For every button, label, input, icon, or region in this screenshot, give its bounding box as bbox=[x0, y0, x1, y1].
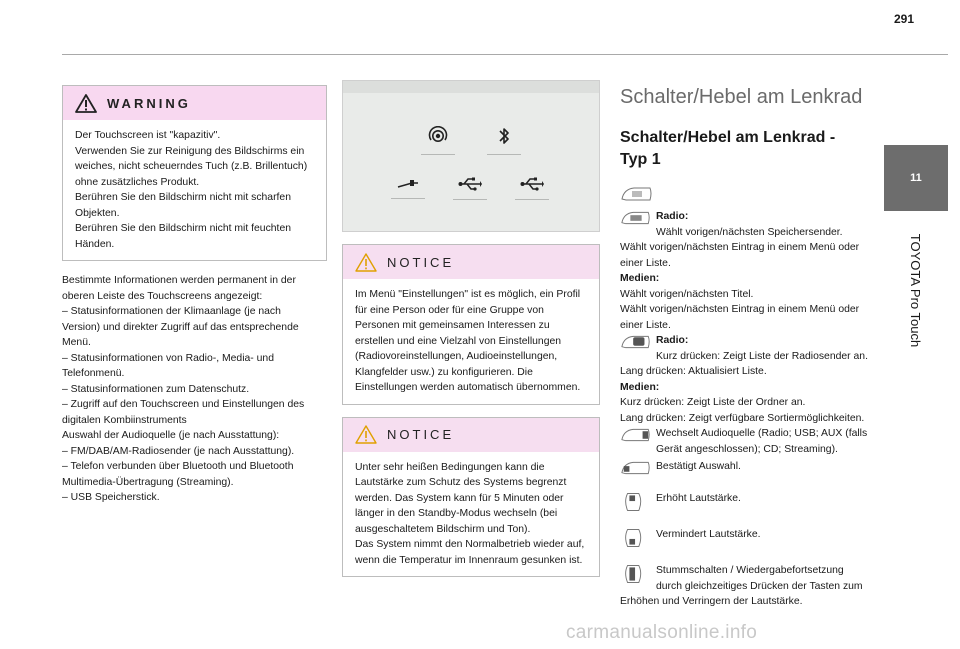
entry-text: Erhöht Lautstärke. bbox=[656, 493, 741, 504]
text-line: – USB Speicherstick. bbox=[62, 492, 160, 503]
text-line: – FM/DAB/AM-Radiosender (je nach Ausstattung). bbox=[62, 445, 295, 457]
notice-line: Personen mit gemeinsamen Interessen zu bbox=[355, 320, 550, 331]
steering-press-icon bbox=[620, 333, 652, 351]
text-line: – Statusinformationen von Radio-, Media- und bbox=[62, 352, 274, 364]
text-line: digitalen Kombiinstruments bbox=[62, 414, 187, 426]
notice-header bbox=[343, 418, 599, 452]
text-line: Menü. bbox=[62, 337, 91, 348]
screen-top-bar bbox=[343, 81, 599, 93]
entry-text: Bestätigt Auswahl. bbox=[656, 461, 741, 472]
warning-line: weiches, nicht scheuerndes Tuch (z.B. Brillentuch) bbox=[75, 161, 308, 172]
screen-icon-row-1 bbox=[421, 125, 521, 155]
steering-volume-down-icon bbox=[620, 527, 652, 549]
entry-text: Kurz drücken: Zeigt Liste der Radiosender an. bbox=[656, 350, 868, 362]
entry-text: Wählt vorigen/nächsten Speichersender. bbox=[656, 226, 843, 238]
notice-line: wenn die Temperatur im Innenraum gesunken ist. bbox=[355, 554, 583, 566]
entry-text: einer Liste. bbox=[620, 319, 671, 331]
warning-line: Verwenden Sie zur Reinigung des Bildschirms ein bbox=[75, 145, 305, 157]
subheading-line: Schalter/Hebel am Lenkrad - bbox=[620, 129, 836, 146]
entry-label: Radio: bbox=[656, 335, 689, 346]
notice-box-profiles bbox=[342, 244, 600, 405]
steering-entry-mute bbox=[620, 563, 875, 610]
top-bar-info-text bbox=[62, 273, 327, 506]
entry-text: Kurz drücken: Zeigt Liste der Ordner an. bbox=[620, 397, 806, 408]
entry-label: Medien: bbox=[620, 381, 660, 393]
entry-text: durch gleichzeitiges Drücken der Tasten zum bbox=[656, 580, 863, 592]
notice-title: NOTICE bbox=[387, 427, 455, 442]
steering-confirm-button-icon bbox=[620, 459, 652, 477]
warning-body bbox=[63, 120, 326, 260]
text-line: – Telefon verbunden über Bluetooth und Bluetooth bbox=[62, 461, 294, 472]
entry-text: Stummschalten / Wiedergabefortsetzung bbox=[656, 565, 844, 576]
notice-title: NOTICE bbox=[387, 254, 455, 270]
notice-body bbox=[343, 452, 599, 577]
middle-column bbox=[342, 80, 600, 577]
side-label bbox=[876, 220, 956, 360]
steering-source-button-icon bbox=[620, 426, 652, 444]
notice-line: Einstellungen werden automatisch übernommen. bbox=[355, 382, 581, 393]
entry-text: Wählt vorigen/nächsten Titel. bbox=[620, 288, 754, 300]
warning-line: Händen. bbox=[75, 238, 115, 250]
left-column bbox=[62, 80, 327, 506]
notice-line: werden. Das System kann für 5 Minuten oder bbox=[355, 492, 564, 504]
steering-entry-volume-up bbox=[620, 491, 875, 513]
entry-text: Lang drücken: Aktualisiert Liste. bbox=[620, 366, 767, 377]
warning-line: Objekten. bbox=[75, 207, 120, 219]
warning-line: Berühren Sie den Bildschirm nicht mit scharfen bbox=[75, 192, 291, 203]
entry-text: Gerät angeschlossen); CD; Streaming). bbox=[656, 443, 838, 455]
notice-line: für eine Person oder für eine Gruppe von bbox=[355, 304, 544, 316]
text-line: Bestimmte Informationen werden permanent in der bbox=[62, 275, 296, 286]
text-line: – Statusinformationen der Klimaanlage (je nach bbox=[62, 306, 281, 317]
usb-icon bbox=[453, 173, 487, 203]
notice-triangle-icon bbox=[355, 425, 377, 444]
entry-label: Radio: bbox=[656, 211, 689, 222]
warning-line: Der Touchscreen ist "kapazitiv". bbox=[75, 130, 221, 141]
text-line: Telefonmenü. bbox=[62, 368, 125, 379]
side-label-text: TOYOTA Pro Touch bbox=[908, 233, 924, 347]
warning-line: ohne zusätzliches Produkt. bbox=[75, 176, 200, 188]
entry-text: Lang drücken: Zeigt verfügbare Sortiermöglichkeiten. bbox=[620, 412, 865, 424]
steering-mute-icon bbox=[620, 563, 652, 585]
notice-header bbox=[343, 245, 599, 279]
entry-text: Erhöhen und Verringern der Lautstärke. bbox=[620, 596, 803, 607]
text-line: Version) und direkter Zugriff auf das entsprechende bbox=[62, 321, 299, 333]
wifi-hotspot-icon bbox=[421, 125, 455, 155]
steering-entry-source bbox=[620, 426, 875, 457]
warning-box bbox=[62, 85, 327, 261]
notice-line: Das System nimmt den Normalbetrieb wieder auf, bbox=[355, 539, 585, 550]
notice-line: Klangfelder usw.) zu konfigurieren. Die bbox=[355, 366, 533, 378]
watermark: carmanualsonline.info bbox=[566, 622, 758, 643]
screen-icon-row-2 bbox=[391, 173, 549, 203]
entry-text: Wählt vorigen/nächsten Eintrag in einem Menü oder bbox=[620, 242, 860, 253]
steering-entry-confirm bbox=[620, 459, 875, 477]
steering-thumbwheel-icon bbox=[620, 209, 652, 227]
entry-label: Medien: bbox=[620, 273, 660, 284]
aux-cable-icon bbox=[391, 173, 425, 203]
header-rule bbox=[62, 54, 948, 55]
notice-box-temperature bbox=[342, 417, 600, 578]
steering-entry-list bbox=[620, 333, 875, 426]
chapter-tab[interactable]: 11 bbox=[884, 145, 948, 211]
notice-triangle-icon bbox=[355, 253, 377, 272]
steering-volume-up-icon bbox=[620, 491, 652, 513]
entry-text: Wechselt Audioquelle (Radio; USB; AUX (falls bbox=[656, 428, 868, 439]
notice-line: Lautstärke zum Schutz des Systems begrenzt bbox=[355, 477, 567, 488]
notice-line: Unter sehr heißen Bedingungen kann die bbox=[355, 461, 545, 473]
right-column bbox=[620, 80, 875, 610]
text-line: Multimedia-Übertragung (Streaming). bbox=[62, 476, 234, 488]
subheading-line: Typ 1 bbox=[620, 151, 661, 168]
notice-line: ausgeschaltetem Bildschirm und Ton). bbox=[355, 523, 531, 535]
warning-triangle-icon bbox=[75, 94, 97, 113]
bluetooth-icon bbox=[487, 125, 521, 155]
notice-line: (Radiovoreinstellungen, Audioeinstellungen, bbox=[355, 351, 558, 362]
warning-header bbox=[63, 86, 326, 120]
warning-title: WARNING bbox=[107, 95, 191, 111]
entry-text: einer Liste. bbox=[620, 257, 671, 269]
text-line: – Statusinformationen zum Datenschutz. bbox=[62, 383, 250, 395]
steering-entry-seek bbox=[620, 209, 875, 333]
notice-line: länger in den Standby-Modus wechseln (bei bbox=[355, 508, 558, 519]
notice-line: Im Menü "Einstellungen" ist es möglich, ein Profil bbox=[355, 289, 581, 300]
usb-icon bbox=[515, 173, 549, 203]
audio-source-screen-illustration bbox=[342, 80, 600, 232]
steering-entry-volume-down bbox=[620, 527, 875, 549]
section-subheading bbox=[620, 127, 875, 171]
warning-line: Berühren Sie den Bildschirm nicht mit feuchten bbox=[75, 223, 292, 234]
section-heading: Schalter/Hebel am Lenkrad bbox=[620, 86, 863, 108]
entry-text: Wählt vorigen/nächsten Eintrag in einem Menü oder bbox=[620, 304, 860, 315]
notice-line: erstellen und eine Vielzahl von Einstellungen bbox=[355, 335, 562, 347]
notice-body bbox=[343, 279, 599, 404]
text-line: Auswahl der Audioquelle (je nach Ausstattung): bbox=[62, 430, 280, 441]
steering-control-overview-icon bbox=[620, 185, 654, 203]
entry-text: Vermindert Lautstärke. bbox=[656, 529, 761, 540]
text-line: oberen Leiste des Touchscreens angezeigt: bbox=[62, 290, 263, 302]
text-line: – Zugriff auf den Touchscreen und Einstellungen des bbox=[62, 399, 305, 410]
page-number: 291 bbox=[893, 12, 915, 26]
